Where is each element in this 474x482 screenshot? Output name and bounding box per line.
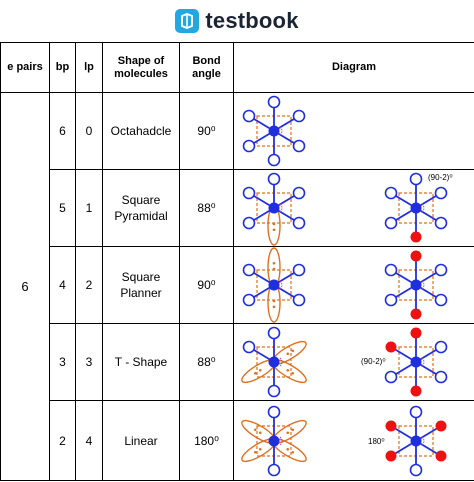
electron-dot: [286, 447, 289, 450]
ligand-atom: [294, 141, 305, 152]
header-shape: Shape of molecules: [103, 43, 180, 93]
electron-dot: [273, 300, 276, 303]
ligand-atom: [294, 188, 305, 199]
ligand-atom: [244, 295, 255, 306]
table-row: [1, 170, 474, 247]
diagram-cell: [234, 170, 474, 247]
electron-dot: [273, 262, 276, 265]
ligand-atom: [386, 372, 397, 383]
table-row: [1, 401, 474, 481]
central-atom: [411, 435, 422, 446]
lp-cell: 2: [76, 247, 103, 324]
electron-dot: [254, 372, 257, 375]
ligand-atom: [244, 218, 255, 229]
ligand-atom: [244, 188, 255, 199]
angle-cell: 88⁰: [180, 324, 234, 401]
shape-cell: Square Pyramidal: [103, 170, 180, 247]
diagram-cell: [234, 93, 474, 170]
diagram-cell: [234, 324, 474, 401]
t-shape-diagram: [234, 324, 474, 400]
angle-cell: 180⁰: [180, 401, 234, 481]
electron-dot: [291, 428, 294, 431]
central-atom: [269, 126, 280, 137]
electron-dot: [286, 369, 289, 372]
vsepr-table: [0, 42, 474, 481]
electron-dot: [273, 228, 276, 231]
ligand-atom: [269, 174, 280, 185]
electron-dot: [286, 352, 289, 355]
lone-pair-filled: [411, 386, 422, 397]
shape-cell: Octahadcle: [103, 93, 180, 170]
electron-dot: [286, 431, 289, 434]
ligand-atom: [436, 372, 447, 383]
central-atom: [269, 435, 280, 446]
octahedral-diagram: [234, 93, 474, 169]
angle-label: 180⁰: [368, 436, 385, 446]
shape-cell: Linear: [103, 401, 180, 481]
ligand-atom: [411, 406, 422, 417]
lone-pair-filled: [436, 450, 447, 461]
shape-cell: T - Shape: [103, 324, 180, 401]
angle-cell: 90⁰: [180, 93, 234, 170]
diagram-cell: [234, 401, 474, 481]
central-atom: [269, 357, 280, 368]
bp-cell: 3: [50, 324, 76, 401]
ligand-atom: [436, 218, 447, 229]
lp-cell: 3: [76, 324, 103, 401]
square-planar-diagram: [234, 247, 474, 323]
ligand-atom: [294, 218, 305, 229]
brand-name: testbook: [205, 8, 299, 33]
electron-dot: [273, 223, 276, 226]
angle-label: (90-2)⁰: [361, 357, 386, 366]
table-row: [1, 324, 474, 401]
ligand-atom: [269, 328, 280, 339]
bp-cell: 4: [50, 247, 76, 324]
ligand-atom: [244, 342, 255, 353]
ligand-atom: [294, 295, 305, 306]
lone-pair-filled: [411, 328, 422, 339]
ligand-atom: [269, 464, 280, 475]
ligand-atom: [269, 97, 280, 108]
central-atom: [411, 203, 422, 214]
ligand-atom: [436, 342, 447, 353]
angle-cell: 90⁰: [180, 247, 234, 324]
ligand-atom: [411, 174, 422, 185]
ligand-atom: [269, 386, 280, 397]
testbook-logo-icon: [175, 9, 199, 33]
ligand-atom: [269, 155, 280, 166]
central-atom: [411, 357, 422, 368]
lp-cell: 0: [76, 93, 103, 170]
table-row: [1, 93, 474, 170]
ligand-atom: [244, 141, 255, 152]
ligand-atom: [411, 464, 422, 475]
central-atom: [411, 280, 422, 291]
ligand-atom: [294, 111, 305, 122]
angle-label: (90-2)⁰: [428, 173, 453, 182]
ligand-atom: [294, 265, 305, 276]
header-diagram: Diagram: [234, 43, 474, 93]
diagram-cell: [234, 247, 474, 324]
central-atom: [269, 203, 280, 214]
ligand-atom: [386, 218, 397, 229]
header-lp: lp: [76, 43, 103, 93]
header-bp: bp: [50, 43, 76, 93]
angle-cell: 88⁰: [180, 170, 234, 247]
ligand-atom: [244, 265, 255, 276]
ligand-atom: [244, 111, 255, 122]
electron-dot: [273, 268, 276, 271]
e-pairs-value: 6: [1, 93, 50, 481]
header-row: [1, 43, 474, 93]
testbook-logo: [0, 0, 474, 42]
ligand-atom: [269, 406, 280, 417]
electron-dot: [259, 369, 262, 372]
ligand-atom: [386, 188, 397, 199]
bp-cell: 5: [50, 170, 76, 247]
electron-dot: [291, 372, 294, 375]
electron-dot: [259, 431, 262, 434]
electron-dot: [291, 450, 294, 453]
electron-dot: [259, 447, 262, 450]
square-pyramidal-diagram: [234, 170, 474, 246]
lone-pair-filled: [411, 232, 422, 243]
lone-pair-filled: [411, 251, 422, 262]
ligand-atom: [436, 265, 447, 276]
ligand-atom: [386, 295, 397, 306]
lp-cell: 4: [76, 401, 103, 481]
lone-pair-filled: [411, 309, 422, 320]
electron-dot: [254, 428, 257, 431]
bp-cell: 6: [50, 93, 76, 170]
ligand-atom: [386, 265, 397, 276]
linear-diagram: [234, 402, 474, 480]
lone-pair-filled: [436, 420, 447, 431]
angle-arc: [280, 358, 282, 366]
bp-cell: 2: [50, 401, 76, 481]
shape-cell: Square Planner: [103, 247, 180, 324]
lone-pair-filled: [386, 450, 397, 461]
table-row: [1, 247, 474, 324]
lone-pair-filled: [386, 342, 397, 353]
ligand-atom: [436, 188, 447, 199]
lp-cell: 1: [76, 170, 103, 247]
header-e-pairs: e pairs: [1, 43, 50, 93]
lone-pair-filled: [386, 420, 397, 431]
central-atom: [269, 280, 280, 291]
header-bond-angle: Bond angle: [180, 43, 234, 93]
electron-dot: [273, 305, 276, 308]
angle-arc: [280, 437, 282, 445]
electron-dot: [254, 450, 257, 453]
electron-dot: [291, 349, 294, 352]
ligand-atom: [436, 295, 447, 306]
